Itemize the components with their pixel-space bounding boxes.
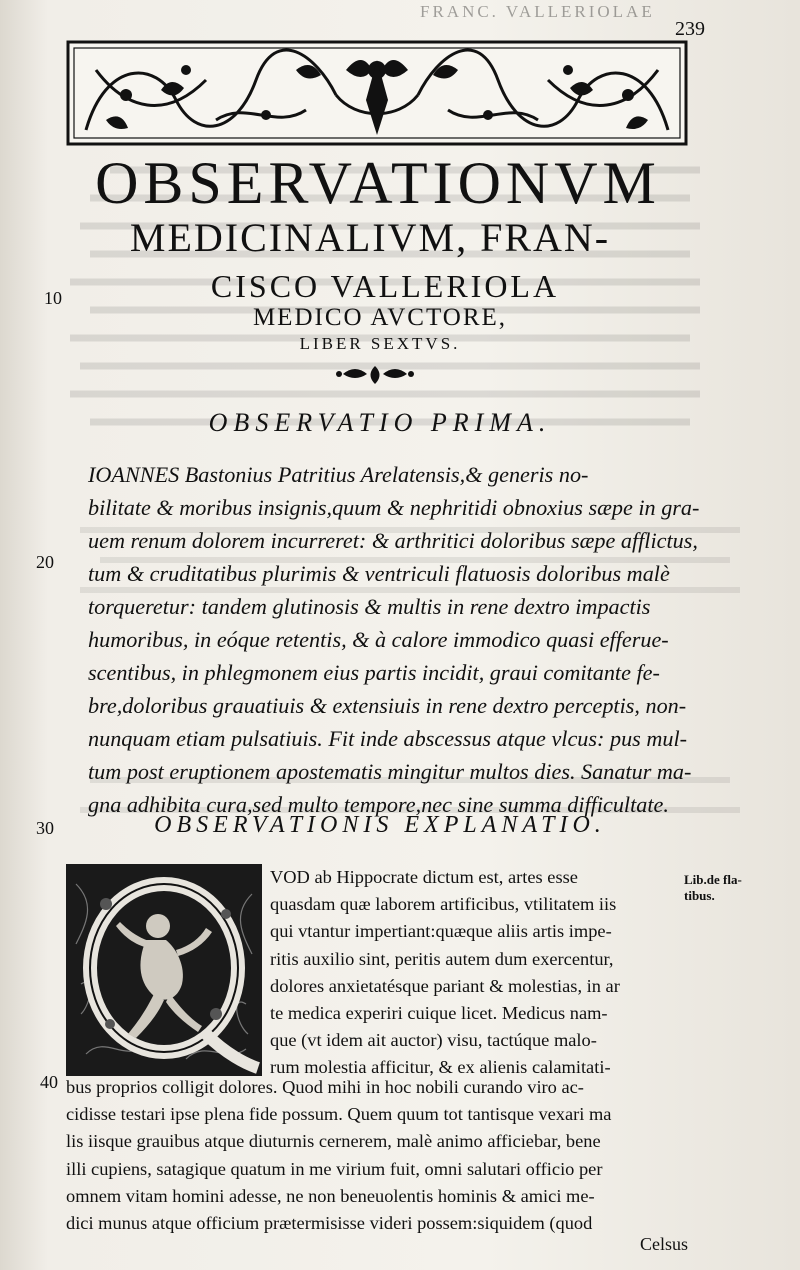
page-number: 239 <box>675 18 705 40</box>
title-line-2: MEDICINALIVM, FRAN- <box>129 215 611 260</box>
title-line-1: OBSERVATIONVM <box>95 150 661 216</box>
explanation-line: bus proprios colligit dolores. Quod mihi in hoc nobili curando viro ac- <box>66 1077 584 1097</box>
marginal-note <box>684 872 742 904</box>
margin-line-number-30: 30 <box>36 818 54 838</box>
book-label: LIBER SEXTVS. <box>299 334 461 353</box>
decorated-initial-q <box>66 864 262 1076</box>
explanation-line: te medica experiri cuique licet. Medicus nam- <box>270 1002 608 1023</box>
title-line-4: MEDICO AVCTORE, <box>252 304 508 331</box>
explanation-line: qui vtantur impertiant:quæque aliis artis impe- <box>270 921 612 942</box>
ornamental-headpiece <box>66 40 688 146</box>
margin-line-number-20: 20 <box>36 552 54 572</box>
explanation-line: cidisse testari ipse plena fide possum. Quem quum tot tantisque vexari ma <box>66 1104 612 1125</box>
explanation-line: omnem vitam homini adesse, ne non beneuolentis hominis & amici me- <box>66 1185 595 1206</box>
explanation-line: que (vt idem ait auctor) visu, tactúque malo- <box>270 1030 597 1051</box>
margin-line-number-40: 40 <box>40 1072 58 1092</box>
explanation-line: ritis auxilio sint, peritis autem dum exercentur, <box>270 948 614 969</box>
observation-line: humoribus, in eóque retentis, & à calore immodico quasi efferue- <box>88 627 669 652</box>
explanation-line: lis iisque grauibus atque diuturnis cernerem, malè animo afficiebar, bene <box>66 1131 601 1152</box>
explanation-line: illi cupiens, satagique quatum in me virium fuit, omni salutari officio per <box>66 1158 603 1179</box>
marginal-note-line: Lib.de fla- <box>684 872 742 887</box>
fleuron-ornament <box>335 362 415 386</box>
observation-line: nunquam etiam pulsatiuis. Fit inde abscessus atque vlcus: pus mul- <box>88 726 688 751</box>
explanation-line: quasdam quæ laborem artificibus, vtilitatem iis <box>270 894 617 915</box>
observation-line: IOANNES Bastonius Patritius Arelatensis,& generis no- <box>88 462 589 487</box>
observation-paragraph <box>88 458 700 821</box>
explanation-line: rum molestia afficitur, & ex alienis calamitati- <box>270 1057 611 1078</box>
running-head: FRANC. VALLERIOLAE <box>420 2 655 21</box>
observation-line: gna adhibita cura,sed multo tempore,nec sine summa difficultate. <box>88 792 669 817</box>
observation-heading: OBSERVATIO PRIMA. <box>208 408 552 437</box>
catchword: Celsus <box>640 1234 689 1254</box>
explanation-line: dolores anxietatésque pariant & molestias, in ar <box>270 975 620 996</box>
explanation-paragraph-indented <box>270 864 690 1082</box>
observation-line: bilitate & moribus insignis,quum & nephritidi obnoxius sæpe in gra- <box>88 495 700 520</box>
observation-line: tum & cruditatibus plurimis & ventriculi flatuosis doloribus malè <box>88 561 670 586</box>
margin-line-number-10: 10 <box>44 288 62 308</box>
marginal-note-line: tibus. <box>684 888 715 903</box>
observation-line: bre,doloribus grauatiuis & extensiuis in rene dextro perceptis, non- <box>88 693 687 718</box>
title-line-3: CISCO VALLERIOLA <box>210 268 560 304</box>
observation-line: tum post eruptionem apostematis mingitur multos dies. Sanatur ma- <box>88 759 692 784</box>
observation-line: torqueretur: tandem glutinosis & multis in rene dextro impactis <box>88 594 651 619</box>
observation-line: uem renum dolorem incurreret: & arthritici doloribus sæpe afflictus, <box>88 528 698 553</box>
explanation-line: dici munus atque officium prætermisisse videri possem:siquidem (quod <box>66 1212 593 1233</box>
explanation-paragraph-full <box>66 1074 686 1237</box>
observation-line: scentibus, in phlegmonem eius partis incidit, graui comitante fe- <box>88 660 660 685</box>
explanation-heading: OBSERVATIONIS EXPLANATIO. <box>154 812 606 838</box>
explanation-line: VOD ab Hippocrate dictum est, artes esse <box>270 867 578 887</box>
